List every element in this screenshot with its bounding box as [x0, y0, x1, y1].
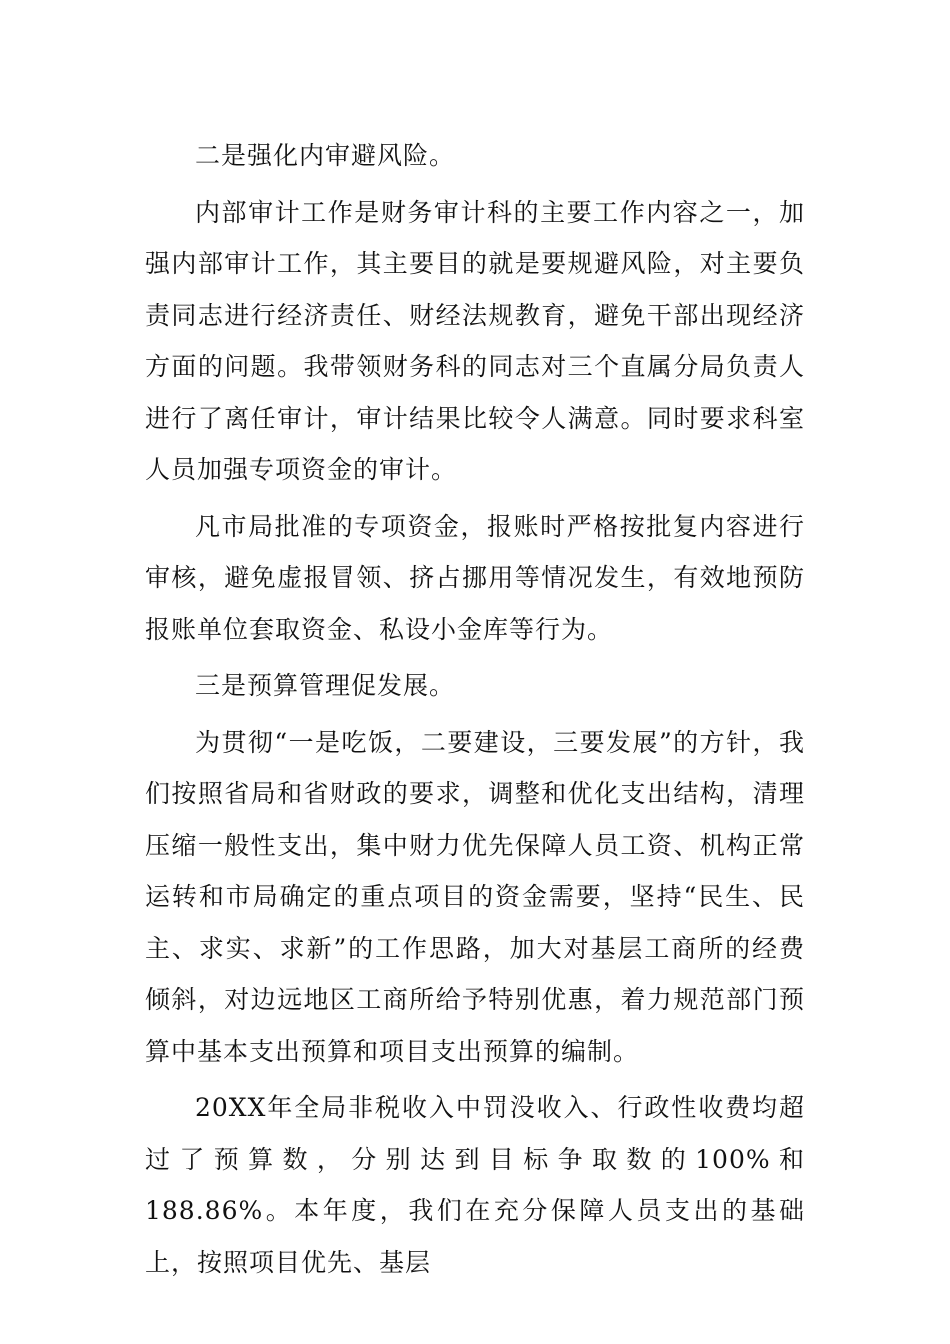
paragraph-internal-audit: 内部审计工作是财务审计科的主要工作内容之一，加强内部审计工作，其主要目的就是要规避风险，对主要负责同志进行经济责任、财经法规教育，避免干部出现经济方面的问题。我带领财务科的同志对三个直属分局负责人进行了离任审计，审计结果比较令人满意。同时要求科室人员加强专项资金的审计。 [145, 197, 805, 484]
section-heading-budget-management: 三是预算管理促发展。 [195, 671, 456, 700]
paragraph-budget-policy: 为贯彻“一是吃饭，二要建设，三要发展”的方针，我们按照省局和省财政的要求，调整和优化支出结构，清理压缩一般性支出，集中财力优先保障人员工资、机构正常运转和市局确定的重点项目的资金需要，坚持“民生、民主、求实、求新”的工作思路，加大对基层工商所的经费倾斜，对边远地区工商所给予特别优惠，着力规范部门预算中基本支出预算和项目支出预算的编制。 [145, 727, 805, 1066]
paragraph-revenue: 20XX年全局非税收入中罚没收入、行政性收费均超过了预算数，分别达到目标争取数的100%和188.86%。本年度，我们在充分保障人员支出的基础上，按照项目优先、基层 [145, 1093, 805, 1277]
section-heading-internal-audit: 二是强化内审避风险。 [195, 141, 456, 170]
document-body [145, 130, 805, 1293]
paragraph-special-funds: 凡市局批准的专项资金，报账时严格按批复内容进行审核，避免虚报冒领、挤占挪用等情况发生，有效地预防报账单位套取资金、私设小金库等行为。 [145, 511, 805, 644]
